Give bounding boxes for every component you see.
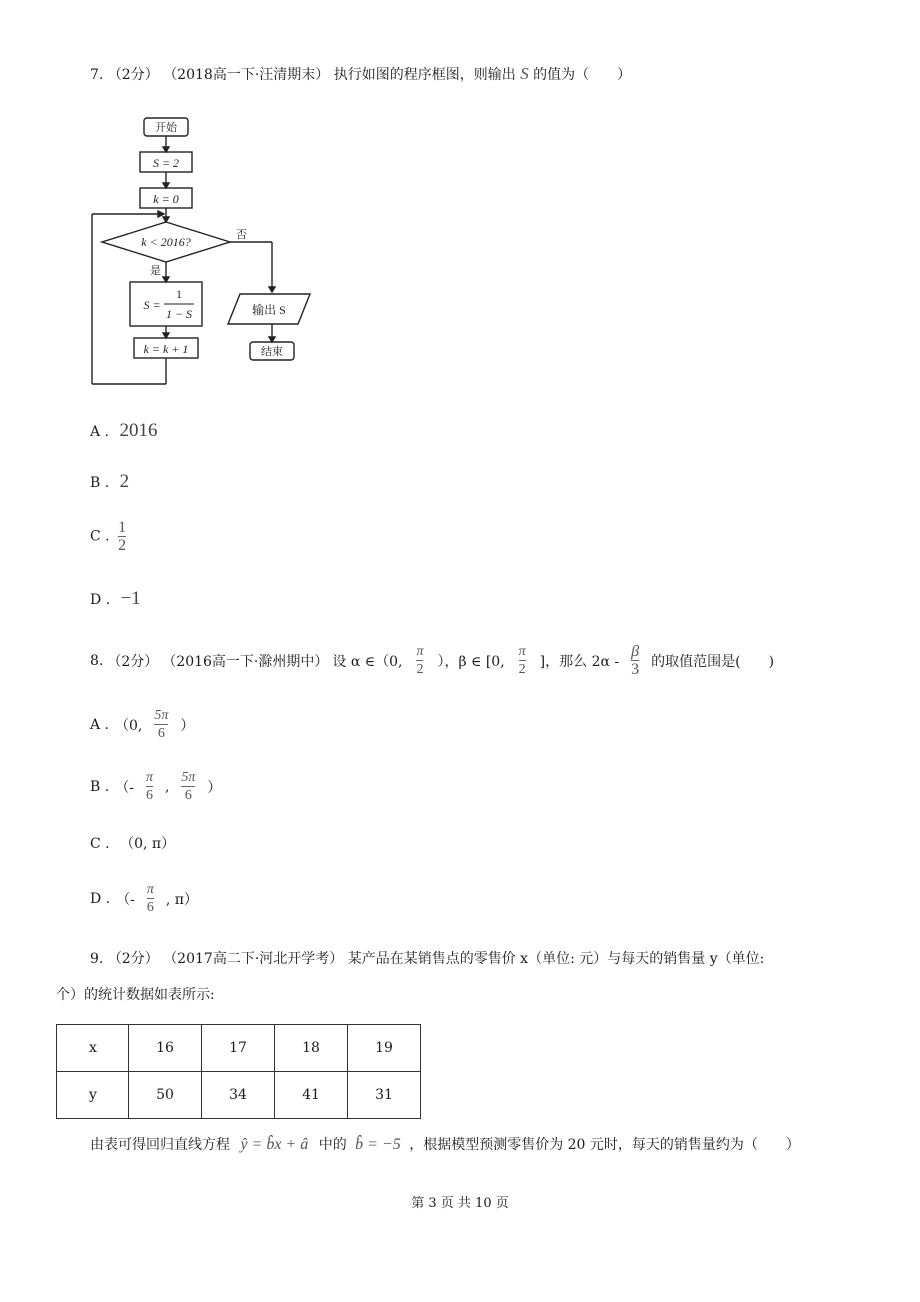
- q7-stem: 执行如图的程序框图，则输出: [333, 67, 516, 83]
- q8-option-d-open: （-: [116, 891, 135, 908]
- flow-increment: k = k + 1: [143, 342, 189, 356]
- q9-source: （2017高二下·河北开学考）: [163, 951, 344, 967]
- flow-start: 开始: [155, 122, 177, 134]
- q7-option-c-value: [118, 520, 126, 553]
- q8-pi-over-2-b: [519, 644, 526, 677]
- q8-option-a-frac: [154, 708, 168, 741]
- table-row: [57, 1072, 421, 1119]
- q8-option-b-frac1: [146, 770, 153, 803]
- q8-option-d-close: , π）: [165, 891, 198, 908]
- q8-stem-a: 设 α ∈（0,: [332, 653, 403, 670]
- q9-b-value: b̂ = −5: [355, 1136, 401, 1153]
- q7-header: [90, 64, 631, 84]
- q9-stem-line1: 某产品在某销售点的零售价 x（单位: 元）与每天的销售量 y（单位:: [347, 951, 765, 967]
- frac-num: 5π: [181, 770, 196, 785]
- frac-den: 6: [184, 788, 192, 803]
- flow-init-s: S = 2: [152, 156, 180, 170]
- frac-den: 2: [518, 662, 526, 677]
- page-footer: 第 3 页 共 10 页: [411, 1196, 509, 1211]
- frac-num: π: [145, 770, 153, 785]
- frac-den: 2: [416, 662, 424, 677]
- table-cell: 18: [275, 1025, 348, 1072]
- q8-source: （2016高一下·滁州期中）: [162, 653, 329, 670]
- frac-num: π: [518, 644, 526, 659]
- q8-option-c: [90, 833, 175, 853]
- table-cell: 50: [129, 1072, 202, 1119]
- q7-option-c: [90, 520, 126, 553]
- q8-number: 8.: [90, 652, 104, 669]
- q7-option-c-den: 2: [118, 537, 127, 554]
- q7-option-d-label: D .: [90, 592, 111, 608]
- flow-end: 结束: [261, 346, 283, 358]
- q8-option-b-frac2: [181, 770, 195, 803]
- table-cell: 17: [202, 1025, 275, 1072]
- q8-option-a-open: （0,: [115, 717, 143, 734]
- q8-option-a: [90, 708, 194, 741]
- q8-stem-c: ]，那么 2α -: [539, 653, 620, 670]
- q7-number: 7.: [90, 67, 104, 83]
- q8-option-b-close: ）: [207, 779, 222, 796]
- q9-after-c: ，根据模型预测零售价为 20 元时，每天的销售量约为（ ）: [409, 1137, 800, 1153]
- q8-option-a-close: ）: [180, 717, 195, 734]
- q8-option-b-label: B .: [90, 778, 110, 795]
- q7-var: S: [520, 64, 529, 83]
- frac-num: 5π: [154, 708, 169, 723]
- q9-equation: ŷ = b̂x + â: [240, 1136, 309, 1153]
- q8-pi-over-2-a: [416, 644, 423, 677]
- q7-option-a-label: A .: [90, 424, 110, 440]
- q9-after-a: 由表可得回归直线方程: [90, 1137, 230, 1153]
- q7-option-d-value: −1: [120, 588, 141, 609]
- frac-den: 6: [157, 726, 165, 741]
- q7-score: （2分）: [107, 67, 159, 83]
- table-cell: 19: [348, 1025, 421, 1072]
- q9-after-b: 中的: [318, 1137, 347, 1153]
- table-cell: y: [57, 1072, 129, 1119]
- q8-option-d: [90, 882, 198, 915]
- q9-score: （2分）: [107, 951, 159, 967]
- table-cell: 31: [348, 1072, 421, 1119]
- q8-option-b-mid: ,: [164, 778, 170, 795]
- q7-source: （2018高一下·汪清期末）: [163, 67, 330, 83]
- frac-den: 6: [145, 788, 153, 803]
- q7-option-d: [90, 588, 141, 610]
- frac-num: π: [416, 644, 424, 659]
- q7-option-b-label: B .: [90, 475, 110, 491]
- q9-header: [90, 948, 764, 968]
- q8-option-d-label: D .: [90, 890, 111, 907]
- table-cell: 41: [275, 1072, 348, 1119]
- table-cell: 34: [202, 1072, 275, 1119]
- flow-yes: 是: [150, 265, 161, 277]
- q8-stem-b: ），β ∈ [0,: [437, 653, 505, 670]
- flow-init-k: k = 0: [153, 192, 179, 206]
- q7-option-a-value: 2016: [119, 420, 158, 441]
- q7-flowchart: [84, 112, 324, 394]
- table-row: [57, 1025, 421, 1072]
- q7-option-c-label: C .: [90, 528, 110, 545]
- q7-option-c-num: 1: [118, 519, 127, 536]
- q8-option-a-label: A .: [90, 716, 110, 733]
- flow-assign-num: 1: [176, 287, 182, 301]
- q8-option-c-label: C .: [90, 836, 110, 852]
- flow-output: 输出 S: [252, 303, 286, 317]
- q8-option-b: [90, 770, 221, 803]
- q7-option-a: [90, 420, 157, 442]
- q8-option-b-open: （-: [115, 779, 134, 796]
- frac-num: π: [146, 882, 154, 897]
- table-cell: x: [57, 1025, 129, 1072]
- q9-stem-line2: 个）的统计数据如表所示:: [56, 987, 215, 1003]
- q9-question-line: [90, 1134, 800, 1154]
- frac-den: 3: [631, 661, 640, 678]
- q7-option-b-value: 2: [119, 471, 130, 492]
- q9-number: 9.: [90, 951, 104, 967]
- flow-assign-den: 1 − S: [165, 307, 193, 321]
- frac-den: 6: [146, 900, 154, 915]
- q8-option-d-frac: [147, 882, 154, 915]
- q8-header: [90, 644, 774, 677]
- q7-option-b: [90, 471, 129, 493]
- q9-table: [56, 1024, 421, 1119]
- q7-stem-end: 的值为（ ）: [533, 67, 632, 83]
- q8-beta-over-3: [631, 644, 639, 677]
- q8-stem-d: 的取值范围是( ): [651, 653, 775, 670]
- flow-condition: k < 2016?: [141, 235, 191, 249]
- frac-num: β: [631, 643, 640, 660]
- table-cell: 16: [129, 1025, 202, 1072]
- q8-score: （2分）: [107, 653, 159, 670]
- q8-option-c-value: （0, π）: [120, 836, 176, 852]
- flow-assign-lhs: S =: [143, 298, 161, 312]
- flow-no: 否: [236, 229, 247, 241]
